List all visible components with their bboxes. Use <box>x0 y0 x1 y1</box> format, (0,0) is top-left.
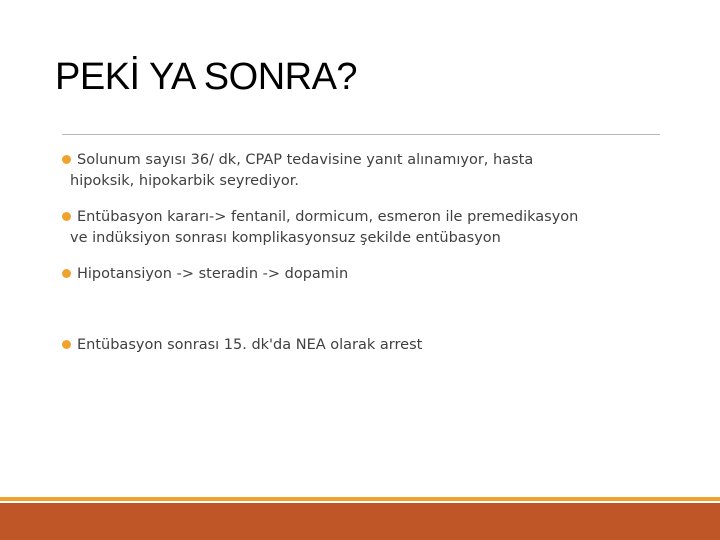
footer-bar <box>0 503 720 540</box>
bullet-text-line: Entübasyon kararı-> fentanil, dormicum, esmeron ile premedikasyon <box>77 209 579 225</box>
bullet-text-line: Solunum sayısı 36/ dk, CPAP tedavisine yanıt alınamıyor, hasta <box>77 152 534 168</box>
bullet-item <box>62 335 422 356</box>
bullet-dot-icon <box>62 340 71 349</box>
bullet-item <box>62 207 578 249</box>
bullet-item <box>62 150 533 192</box>
bullet-text-line: Hipotansiyon -> steradin -> dopamin <box>77 266 349 282</box>
bullet-item <box>62 264 348 285</box>
bullet-dot-icon <box>62 155 71 164</box>
bullet-text-line: ve indüksiyon sonrası komplikasyonsuz şekilde entübasyon <box>70 230 501 246</box>
bullet-text-line: Entübasyon sonrası 15. dk'da NEA olarak arrest <box>77 337 423 353</box>
slide-title: PEKİ YA SONRA? <box>55 56 358 98</box>
bullet-dot-icon <box>62 212 71 221</box>
bullet-dot-icon <box>62 269 71 278</box>
title-divider <box>62 134 660 135</box>
footer-accent-line <box>0 497 720 501</box>
bullet-text-line: hipoksik, hipokarbik seyrediyor. <box>70 173 299 189</box>
